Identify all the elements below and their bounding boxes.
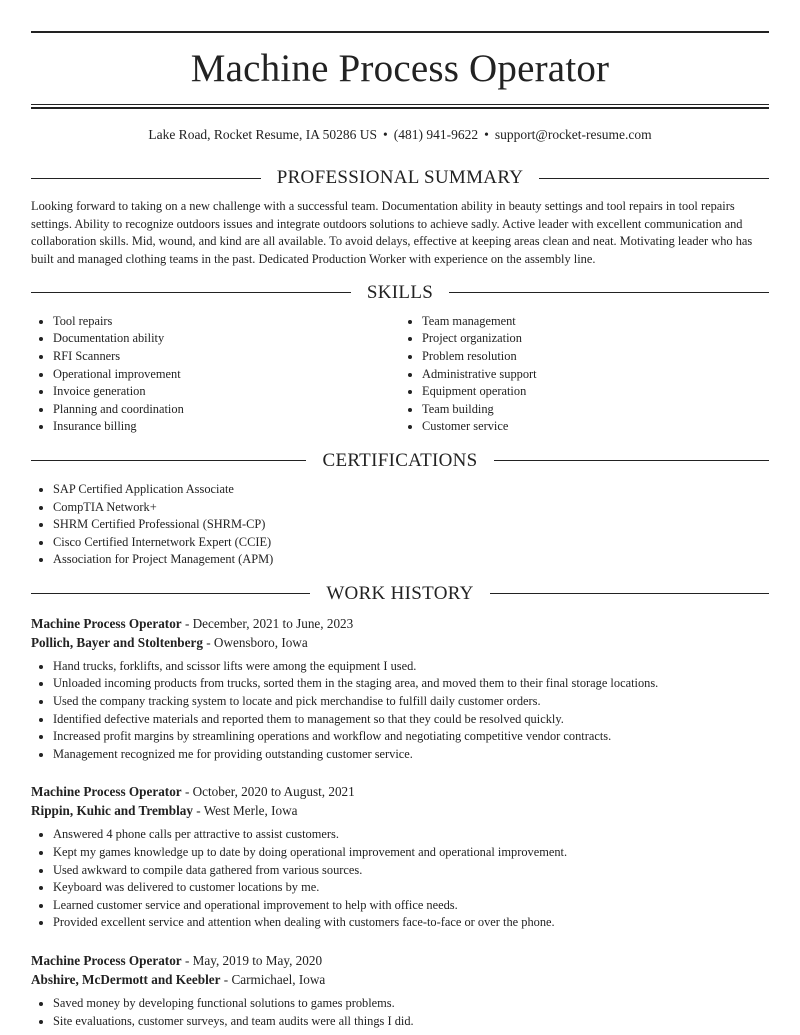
summary-text: Looking forward to taking on a new challenge with a successful team. Documentation ability in beauty settings and tool repairs in tool repairs settings. Ability to recognize outdoors issues and integrate outdoors solutions to achieve sadly. Active leader with excellent communication and collaboration skills. Mid, wound, and kind are all available. To avoid delays, effective at keeping areas clean and neat. Motivating leader who has built and managed clothing teams in the past. Dedicated Production Worker with experience on the assembly line.: [31, 199, 753, 266]
skill-item: • Team management: [422, 313, 769, 331]
contact-separator: •: [383, 127, 388, 142]
job-bullet: • Increased profit margins by streamlining operations and workflow and negotiating competitive vendor contracts.: [53, 728, 769, 746]
section-rule: [490, 593, 769, 594]
job-title-line: [31, 951, 769, 970]
contact-line: [31, 126, 769, 144]
contact-email: support@rocket-resume.com: [494, 127, 652, 142]
resume-name: Machine Process Operator: [190, 47, 610, 90]
skill-item: • Documentation ability: [53, 330, 400, 348]
job-bullets: [31, 995, 769, 1030]
job-bullet: • Used the company tracking system to locate and pick merchandise to fulfill daily customer orders.: [53, 693, 769, 711]
top-rule: [31, 31, 769, 33]
contact-address: Lake Road, Rocket Resume, IA 50286 US: [148, 127, 378, 142]
section-title-summary: PROFESSIONAL SUMMARY: [276, 167, 524, 188]
job-bullets: [31, 826, 769, 932]
section-title-certifications: CERTIFICATIONS: [322, 449, 478, 471]
job-bullet: • Kept my games knowledge up to date by doing operational improvement and operational improvement.: [53, 844, 769, 862]
job-company-line: [31, 633, 769, 652]
job-title: Machine Process Operator: [31, 615, 182, 631]
skill-item: • Operational improvement: [53, 366, 400, 384]
skills-list-left: [31, 313, 400, 436]
job-title-line: [31, 614, 769, 633]
skill-item: • Invoice generation: [53, 383, 400, 401]
skill-item: • Administrative support: [422, 366, 769, 384]
job-company-line: [31, 970, 769, 989]
job-company: Abshire, McDermott and Keebler: [31, 972, 221, 988]
resume-page: [31, 0, 769, 1030]
certification-item: • SAP Certified Application Associate: [53, 481, 769, 499]
job-company-line: [31, 801, 769, 820]
job-title: Machine Process Operator: [31, 953, 182, 969]
job-bullet: • Site evaluations, customer surveys, and team audits were all things I did.: [53, 1013, 769, 1031]
certification-item: • SHRM Certified Professional (SHRM-CP): [53, 516, 769, 534]
name-double-rule: [31, 104, 769, 109]
skills-list-right: [400, 313, 769, 436]
job-dates: - October, 2020 to August, 2021: [181, 784, 355, 800]
section-rule: [31, 178, 261, 179]
job-bullet: • Answered 4 phone calls per attractive to assist customers.: [53, 826, 769, 844]
skill-item: • Problem resolution: [422, 348, 769, 366]
job-company: Pollich, Bayer and Stoltenberg: [31, 634, 203, 650]
section-rule: [494, 460, 769, 461]
job-location: - Carmichael, Iowa: [220, 972, 326, 988]
section-header-work: [31, 582, 769, 606]
job-title: Machine Process Operator: [31, 784, 182, 800]
skill-item: • Planning and coordination: [53, 401, 400, 419]
job-title-line: [31, 782, 769, 801]
job-location: - West Merle, Iowa: [192, 803, 298, 819]
skill-item: • Equipment operation: [422, 383, 769, 401]
job-bullet: • Learned customer service and operational improvement to help with office needs.: [53, 897, 769, 915]
job-dates: - May, 2019 to May, 2020: [181, 953, 323, 969]
contact-phone: (481) 941-9622: [393, 127, 479, 142]
section-rule: [539, 178, 769, 179]
skill-item: • Insurance billing: [53, 418, 400, 436]
skill-item: • Project organization: [422, 330, 769, 348]
skill-item: • RFI Scanners: [53, 348, 400, 366]
section-rule: [31, 460, 306, 461]
job-dates: - December, 2021 to June, 2023: [181, 615, 354, 631]
certifications-list: [31, 481, 769, 569]
section-title-work: WORK HISTORY: [326, 582, 474, 604]
section-rule: [31, 292, 351, 293]
job-bullet: • Management recognized me for providing outstanding customer service.: [53, 746, 769, 764]
certification-item: • Cisco Certified Internetwork Expert (CCIE): [53, 534, 769, 552]
skill-item: • Team building: [422, 401, 769, 419]
job-bullet: • Unloaded incoming products from trucks, sorted them in the staging area, and moved them to their final storage locations.: [53, 675, 769, 693]
job-location: - Owensboro, Iowa: [202, 634, 308, 650]
work-history: [31, 614, 769, 1030]
contact-separator: •: [484, 127, 489, 142]
job-bullets: [31, 658, 769, 764]
skill-item: • Customer service: [422, 418, 769, 436]
section-title-skills: SKILLS: [366, 281, 434, 303]
section-header-certifications: [31, 449, 769, 473]
job-bullet: • Provided excellent service and attention when dealing with customers face-to-face or over the phone.: [53, 914, 769, 932]
job-bullet: • Keyboard was delivered to customer locations by me.: [53, 879, 769, 897]
job-bullet: • Hand trucks, forklifts, and scissor lifts were among the equipment I used.: [53, 658, 769, 676]
certification-item: • Association for Project Management (APM): [53, 551, 769, 569]
job-bullet: • Identified defective materials and reported them to management so that they could be resolved quickly.: [53, 711, 769, 729]
job-company: Rippin, Kuhic and Tremblay: [31, 803, 193, 819]
job-bullet: • Saved money by developing functional solutions to games problems.: [53, 995, 769, 1013]
skills-columns: [31, 313, 769, 436]
job-entry: [31, 951, 769, 1030]
job-entry: [31, 614, 769, 764]
skill-item: • Tool repairs: [53, 313, 400, 331]
certification-item: • CompTIA Network+: [53, 499, 769, 517]
section-header-summary: [31, 166, 769, 190]
section-rule: [31, 593, 310, 594]
section-rule: [449, 292, 769, 293]
job-entry: [31, 782, 769, 932]
job-bullet: • Used awkward to compile data gathered from various sources.: [53, 862, 769, 880]
section-header-skills: [31, 281, 769, 305]
